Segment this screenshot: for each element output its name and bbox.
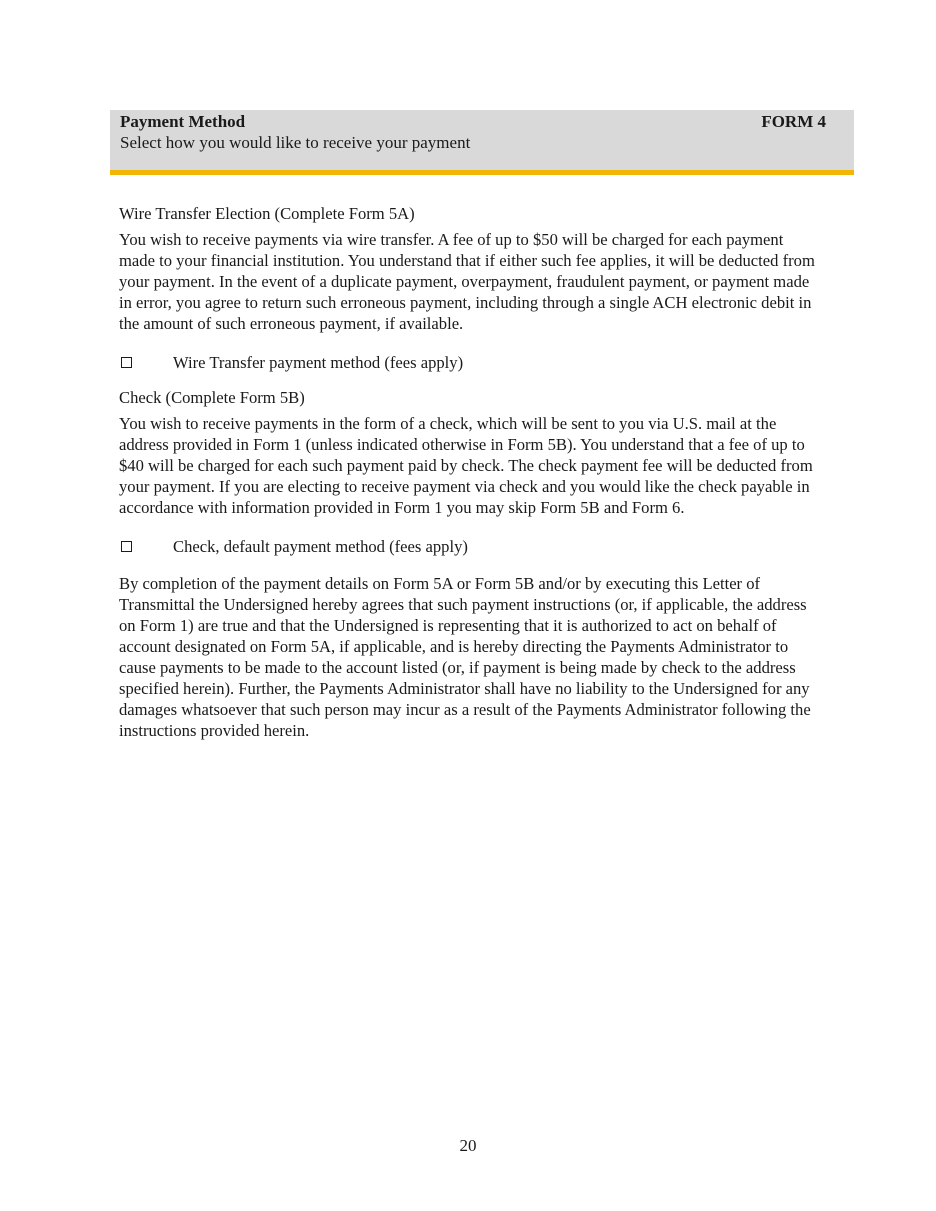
wire-transfer-checkbox[interactable] (121, 357, 132, 368)
wire-transfer-heading: Wire Transfer Election (Complete Form 5A) (119, 204, 415, 223)
form-content (119, 203, 819, 741)
form-subtitle: Select how you would like to receive your payment (120, 133, 471, 152)
form-number: FORM 4 (761, 112, 826, 131)
wire-transfer-option-label: Wire Transfer payment method (fees apply) (173, 353, 464, 372)
check-option[interactable] (119, 536, 819, 557)
page-number: 20 (459, 1136, 477, 1155)
check-option-label: Check, default payment method (fees apply) (173, 537, 468, 556)
form-header (110, 110, 854, 175)
check-checkbox[interactable] (121, 541, 132, 552)
wire-transfer-option[interactable] (119, 352, 819, 373)
form-title: Payment Method (120, 112, 246, 131)
wire-transfer-description: You wish to receive payments via wire transfer. A fee of up to $50 will be charged for each payment made to your financial institution. You understand that if either such fee applies, it will be deducted from your payment. In the event of a duplicate payment, overpayment, fraudulent payment, or payment made in error, you agree to return such erroneous payment, including through a single ACH electronic debit in the amount of such erroneous payment, if available. (119, 230, 815, 333)
closing-statement: By completion of the payment details on Form 5A or Form 5B and/or by executing this Letter of Transmittal the Undersigned hereby agrees that such payment instructions (or, if applicable, the address on Form 1) are true and that the Undersigned is representing that it is authorized to act on behalf of account designated on Form 5A, if applicable, and is hereby directing the Payments Administrator to cause payments to be made to the account listed (or, if payment is being made by check to the address specified herein). Further, the Payments Administrator shall have no liability to the Undersigned for any damages whatsoever that such person may incur as a result of the Payments Administrator following the instructions provided herein. (119, 574, 811, 740)
check-heading: Check (Complete Form 5B) (119, 388, 305, 407)
check-description: You wish to receive payments in the form of a check, which will be sent to you via U.S. mail at the address provided in Form 1 (unless indicated otherwise in Form 5B). You understand that a fee of up to $40 will be charged for each such payment paid by check. The check payment fee will be deducted from your payment. If you are electing to receive payment via check and you would like the check payable in accordance with information provided in Form 1 you may skip Form 5B and Form 6. (119, 414, 813, 517)
